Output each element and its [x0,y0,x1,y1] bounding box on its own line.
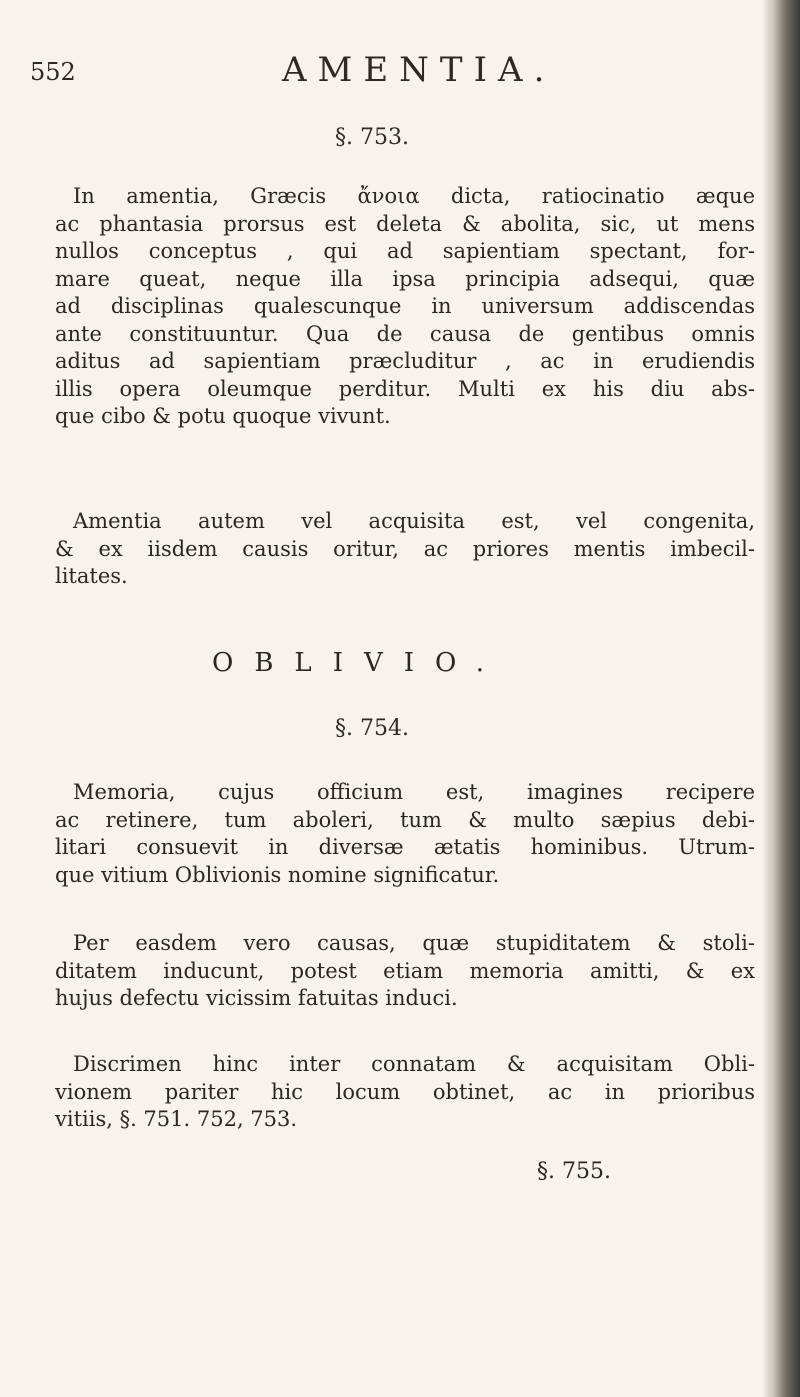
text-line: litari consuevit in diversæ ætatis hominibus. Utrum- [55,835,755,859]
text-line: ante constituuntur. Qua de causa de gentibus omnis [55,321,755,346]
text-line: nullos conceptus , qui ad sapientiam spectant, for- [55,239,755,263]
running-title: AMENTIA. [282,50,556,90]
paragraph-oblivio-causes [55,930,755,1013]
text-line: que vitium Oblivionis nomine significatur. [55,862,500,887]
catchword: §. 755. [537,1159,611,1184]
text-line: ac retinere, tum aboleri, tum & multo sæpius debi- [55,807,755,832]
section-mark-754: §. 754. [335,716,409,741]
page-header [30,50,750,100]
text-line: mare queat, neque illa ipsa principia adsequi, quæ [55,266,755,291]
text-line: illis opera oleumque perditur. Multi ex his diu abs- [55,376,755,401]
page-number: 552 [30,58,76,86]
text-line: Memoria, cujus officium est, imagines recipere [73,780,755,804]
text-line: ac phantasia prorsus est deleta & abolita, sic, ut mens [55,211,755,236]
paragraph-memoria [55,779,755,889]
text-line: Amentia autem vel acquisita est, vel congenita, [73,509,755,533]
text-line: Per easdem vero causas, quæ stupiditatem & stoli- [73,931,755,955]
text-line: vitiis, §. 751. 752, 753. [55,1107,298,1131]
page-edge-shadow [762,0,800,1397]
text-line: ditatem inducunt, potest etiam memoria amitti, & ex [55,958,755,983]
text-line: hujus defectu vicissim fatuitas induci. [55,986,458,1010]
section-heading-oblivio: OBLIVIO. [212,648,506,678]
text-line: que cibo & potu quoque vivunt. [55,404,391,428]
text-line: vionem pariter hic locum obtinet, ac in prioribus [55,1079,755,1104]
text-line: ad disciplinas qualescunque in universum addiscendas [55,294,755,318]
paragraph-amentia-definition [55,183,755,431]
text-line: litates. [55,564,128,588]
paragraph-amentia-causes [55,508,755,591]
section-mark-753: §. 753. [335,125,409,150]
paragraph-discrimen [55,1051,755,1134]
text-line: Discrimen hinc inter connatam & acquisitam Obli- [73,1052,755,1076]
text-line: aditus ad sapientiam præcluditur , ac in erudiendis [55,349,755,373]
text-line: In amentia, Græcis ἄνοια dicta, ratiocinatio æque [73,184,755,208]
text-line: & ex iisdem causis oritur, ac priores mentis imbecil- [55,536,755,561]
